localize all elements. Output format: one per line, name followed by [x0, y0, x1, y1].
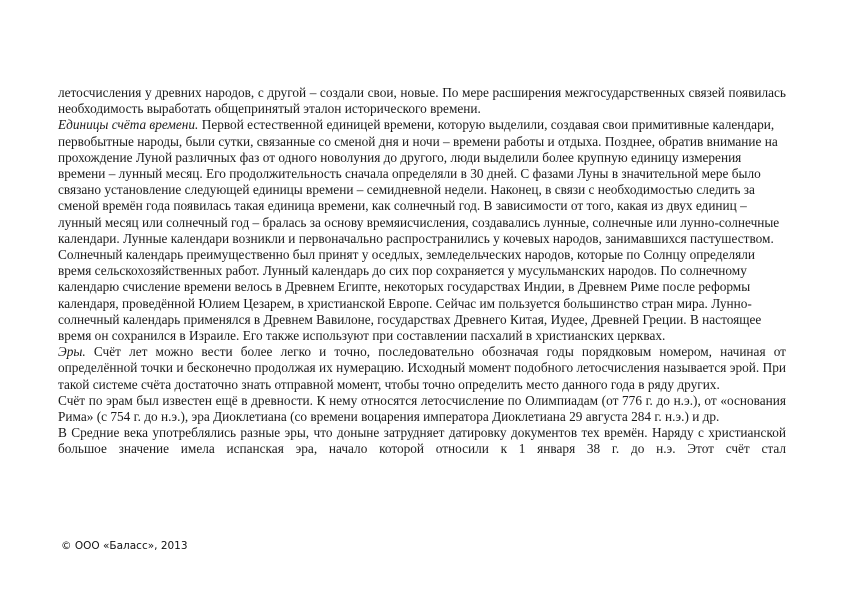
paragraph-heading: Единицы счёта времени. [58, 117, 199, 133]
paragraph-1 [58, 85, 786, 117]
paragraph-text: Первой естественной единицей времени, которую выделили, создавая свои примитивные календари, первобытные народы, были сутки, связанные со сменой дня и ночи – времени работы и отдыха. Позднее, обратив внимание на прохождение Луной различных фаз от одного новолуния до другого, люди выделили более крупную единицу измерения времени – лунный месяц. Его продолжительность сначала определяли в 30 дней. С фазами Луны в значительной мере было связано установление следующей единицы времени – семидневной недели. Наконец, в связи с необходимостью следить за сменой времён года появилась такая единица времени, как солнечный год. В зависимости от того, какая из двух единиц – лунный месяц или солнечный год – бралась за основу времяисчисления, создавались лунные, солнечные или лунно-солнечные календари. Лунные календари возникли и первоначально распространились у кочевых народов, занимавшихся пастушеством. Солнечный календарь преимущественно был принят у оседлых, земледельческих народов, которые по Солнцу определяли время сельскохозяйственных работ. Лунный календарь до сих пор сохраняется у мусульманских народов. По солнечному календарю счисление времени велось в Древнем Египте, некоторых государствах Индии, в Древнем Риме после реформы календаря, проведённой Юлием Цезарем, в христианской Европе. Сейчас им пользуется большинство стран мира. Лунно-солнечный календарь применялся в Древнем Вавилоне, государствах Древнего Китая, Иудее, Древней Греции. В настоящее время он сохранился в Израиле. Его также используют при составлении пасхалий в христианских церквах. [58, 117, 780, 344]
paragraph-ancient-eras [58, 393, 786, 425]
paragraph-text: В Средние века употреблялись разные эры, что доныне затрудняет датировку документов тех времён. Наряду с христианской большое значение имела испанская эра, начало которой относили к 1 января 38 г. до н.э. Этот счёт стал [58, 425, 786, 457]
paragraph-units-of-time [58, 117, 786, 344]
paragraph-text: Счёт по эрам был известен ещё в древности. К нему относятся летосчисление по Олимпиадам (от 776 г. до н.э.), от «основания Рима» (с 754 г. до н.э.), эра Диоклетиана (со времени воцарения императора Диоклетиана 29 августа 284 г. н.э.) и др. [58, 392, 786, 425]
paragraph-text: Счёт лет можно вести более легко и точно, последовательно обозначая годы порядковым номером, начиная от определённой точки и бесконечно продолжая их нумерацию. Исходный момент подобного летосчисления называется эрой. При такой системе счёта достаточно знать отправной момент, чтобы точно определить место данного года в ряду других. [58, 344, 786, 392]
copyright-footer: © ООО «Баласс», 2013 [61, 540, 188, 552]
paragraph-text: летосчисления у древних народов, с другой – создали свои, новые. По мере расширения межгосударственных связей появилась необходимость выработать общепринятый эталон исторического времени. [58, 85, 786, 117]
paragraph-medieval-eras [58, 425, 786, 457]
document-body [58, 85, 786, 458]
paragraph-eras [58, 344, 786, 393]
paragraph-heading: Эры. [58, 344, 86, 360]
